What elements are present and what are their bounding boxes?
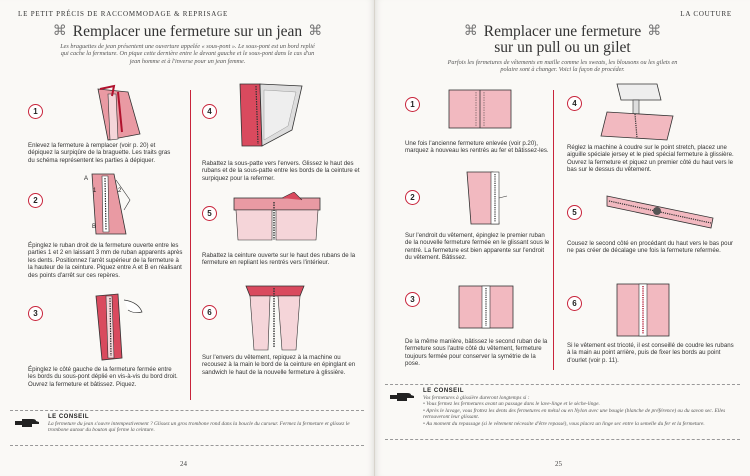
page-title: ⌘ Remplacer une fermeture sur un jean ⌘ xyxy=(52,23,323,40)
page-number: 25 xyxy=(555,460,562,468)
step-number: 6 xyxy=(567,296,582,311)
running-head: LA COUTURE xyxy=(680,10,732,18)
step-2-text: Sur l'endroit du vêtement, épinglez le premier ruban de la nouvelle fermeture fermée en le glissant sous le rentré. La fermeture est bien apparente sur l'endroit du vêtement. Bâtissez. xyxy=(405,232,550,262)
ornament-left-icon: ⌘ xyxy=(463,24,478,39)
step-2-text: Épinglez le ruban droit de la fermeture ouverte entre les parties 1 et 2 en laissant 3 mm de ruban apparents après les dents. Positionnez l'arrêt supérieur de la fermeture à la hauteur de la ceinture. Piquez entre A et B en réalisant des points d'arrêt sur ces repères. xyxy=(28,242,183,279)
pointing-hand-icon xyxy=(14,417,40,429)
label-1: 1 xyxy=(93,188,97,194)
step-number: 4 xyxy=(202,104,217,119)
step-number: 5 xyxy=(567,205,582,220)
page-title: ⌘ Remplacer une fermeture ⌘ sur un pull ou un gilet xyxy=(463,23,662,56)
illustration-step-2 xyxy=(78,170,138,238)
ornament-right-icon: ⌘ xyxy=(308,24,323,39)
tip-line: Vos fermetures à glissière dureront longtemps si : xyxy=(423,395,530,401)
illustration-step-4 xyxy=(597,82,677,142)
label-a: A xyxy=(84,176,89,182)
step-4-text: Rabattez la sous-patte vers l'envers. Glissez le haut des rubans et de la sous-patte entre les bords de la ceinture et surpiquez pour la refermer. xyxy=(202,160,360,182)
page-number: 24 xyxy=(180,460,187,468)
illustration-step-3 xyxy=(455,282,515,332)
step-number: 2 xyxy=(28,193,43,208)
step-5-text: Rabattez la ceinture ouverte sur le haut des rubans de la fermeture en repliant les rentrés vers l'intérieur. xyxy=(202,252,356,267)
page-intro: Parfois les fermetures de vêtements en maille comme les sweats, les blousons ou les gilets en polaire sont à changer. Voici la façon de procéder. xyxy=(447,59,678,74)
step-1-text: Enlevez la fermeture à remplacer (voir p. 20) et dépiquez la surpiqûre de la braguette. Les traits gras du schéma représentent les parties à dépiquer. xyxy=(28,142,171,164)
step-5-text: Cousez le second côté en procédant du haut vers le bas pour ne pas créer de décalage une fois la fermeture refermée. xyxy=(567,240,733,255)
tip-box xyxy=(10,410,364,446)
title-block xyxy=(375,22,750,74)
tip-body xyxy=(423,395,734,427)
step-number: 3 xyxy=(405,292,420,307)
ornament-right-icon: ⌘ xyxy=(647,24,662,39)
title-block xyxy=(0,22,375,65)
step-number: 5 xyxy=(202,206,217,221)
pointing-hand-icon xyxy=(389,391,415,403)
illustration-step-5 xyxy=(605,192,715,232)
illustration-step-3 xyxy=(82,292,152,362)
tip-line: • Après le lavage, vous frottez les dents des fermetures en métal ou en Nylon avec une bougie (blanche de préférence) ou du savon sec. Elles retrouveront leur glissant. xyxy=(423,407,726,421)
step-3-text: Épinglez le côté gauche de la fermeture fermée entre les bords du sous-pont déplié en vis-à-vis du bord droit. Ouvrez la fermeture et bâtissez. Piquez. xyxy=(28,366,178,388)
illustration-step-4 xyxy=(232,80,312,150)
label-b: B xyxy=(92,224,97,230)
step-number: 4 xyxy=(567,96,582,111)
page-intro: Les braguettes de jean présentent une ouverture appelée « sous-pont ». Le sous-pont est un bord replié qui cache la fermeture. On pique cette dernière entre le devant gauche et le sous-pont dans le cas d'un jean homme et à l'inverse pour un jean femme. xyxy=(60,43,315,65)
tip-heading: LE CONSEIL xyxy=(48,414,90,420)
step-6-text: Si le vêtement est tricoté, il est conseillé de coudre les rubans à la main au point arrière, puis de fixer les bords au point d'ourlet (voir p. 11). xyxy=(567,342,734,364)
step-6-text: Sur l'envers du vêtement, repiquez à la machine ou recousez à la main le bord de la ceinture en épinglant en sandwich le haut de la nouvelle fermeture à glissière. xyxy=(202,354,356,376)
illustration-step-1 xyxy=(88,84,148,144)
illustration-step-6 xyxy=(240,282,310,352)
step-number: 1 xyxy=(405,97,420,112)
running-head: LE PETIT PRÉCIS DE RACCOMMODAGE & REPRISAGE xyxy=(18,10,229,18)
tip-line: • Au moment du repassage (si le vêtement nécessite d'être repassé), vous placez un linge sec entre la semelle du fer et la fermeture. xyxy=(423,420,705,427)
right-page xyxy=(375,0,750,476)
step-number: 3 xyxy=(28,306,43,321)
tip-line: • Vous fermez les fermetures avant un passage dans le lave-linge et le sèche-linge. xyxy=(423,401,600,408)
label-2: 2 xyxy=(118,188,122,194)
column-divider xyxy=(553,90,554,370)
illustration-step-6 xyxy=(613,282,673,338)
ornament-left-icon: ⌘ xyxy=(52,24,67,39)
step-4-text: Réglez la machine à coudre sur le point stretch, placez une aiguille spéciale jersey et le pied spécial fermeture à glissière. Ouvrez la fermeture et piquez un premier côté du haut vers le bas sur le dessus du vêtement. xyxy=(567,144,734,174)
illustration-step-5 xyxy=(232,192,322,242)
column-divider xyxy=(190,90,191,400)
illustration-step-1 xyxy=(445,86,515,130)
illustration-step-2 xyxy=(463,168,513,228)
step-number: 1 xyxy=(28,104,43,119)
tip-heading: LE CONSEIL xyxy=(423,388,465,394)
step-number: 2 xyxy=(405,190,420,205)
tip-body: La fermeture du jean s'ouvre intempestivement ? Glissez un gros trombone rond dans la boucle du curseur. Fermez la fermeture et glissez le trombone autour du bouton qui ferme la ceinture. xyxy=(48,421,350,434)
tip-box xyxy=(385,384,740,440)
step-number: 6 xyxy=(202,305,217,320)
step-1-text: Une fois l'ancienne fermeture enlevée (voir p.20), marquez à nouveau les rentrés au fer et bâtissez-les. xyxy=(405,140,549,155)
step-3-text: De la même manière, bâtissez le second ruban de la fermeture sous l'autre côté du vêtement, fermeture toujours fermée pour conserver la symétrie de la pose. xyxy=(405,338,548,368)
